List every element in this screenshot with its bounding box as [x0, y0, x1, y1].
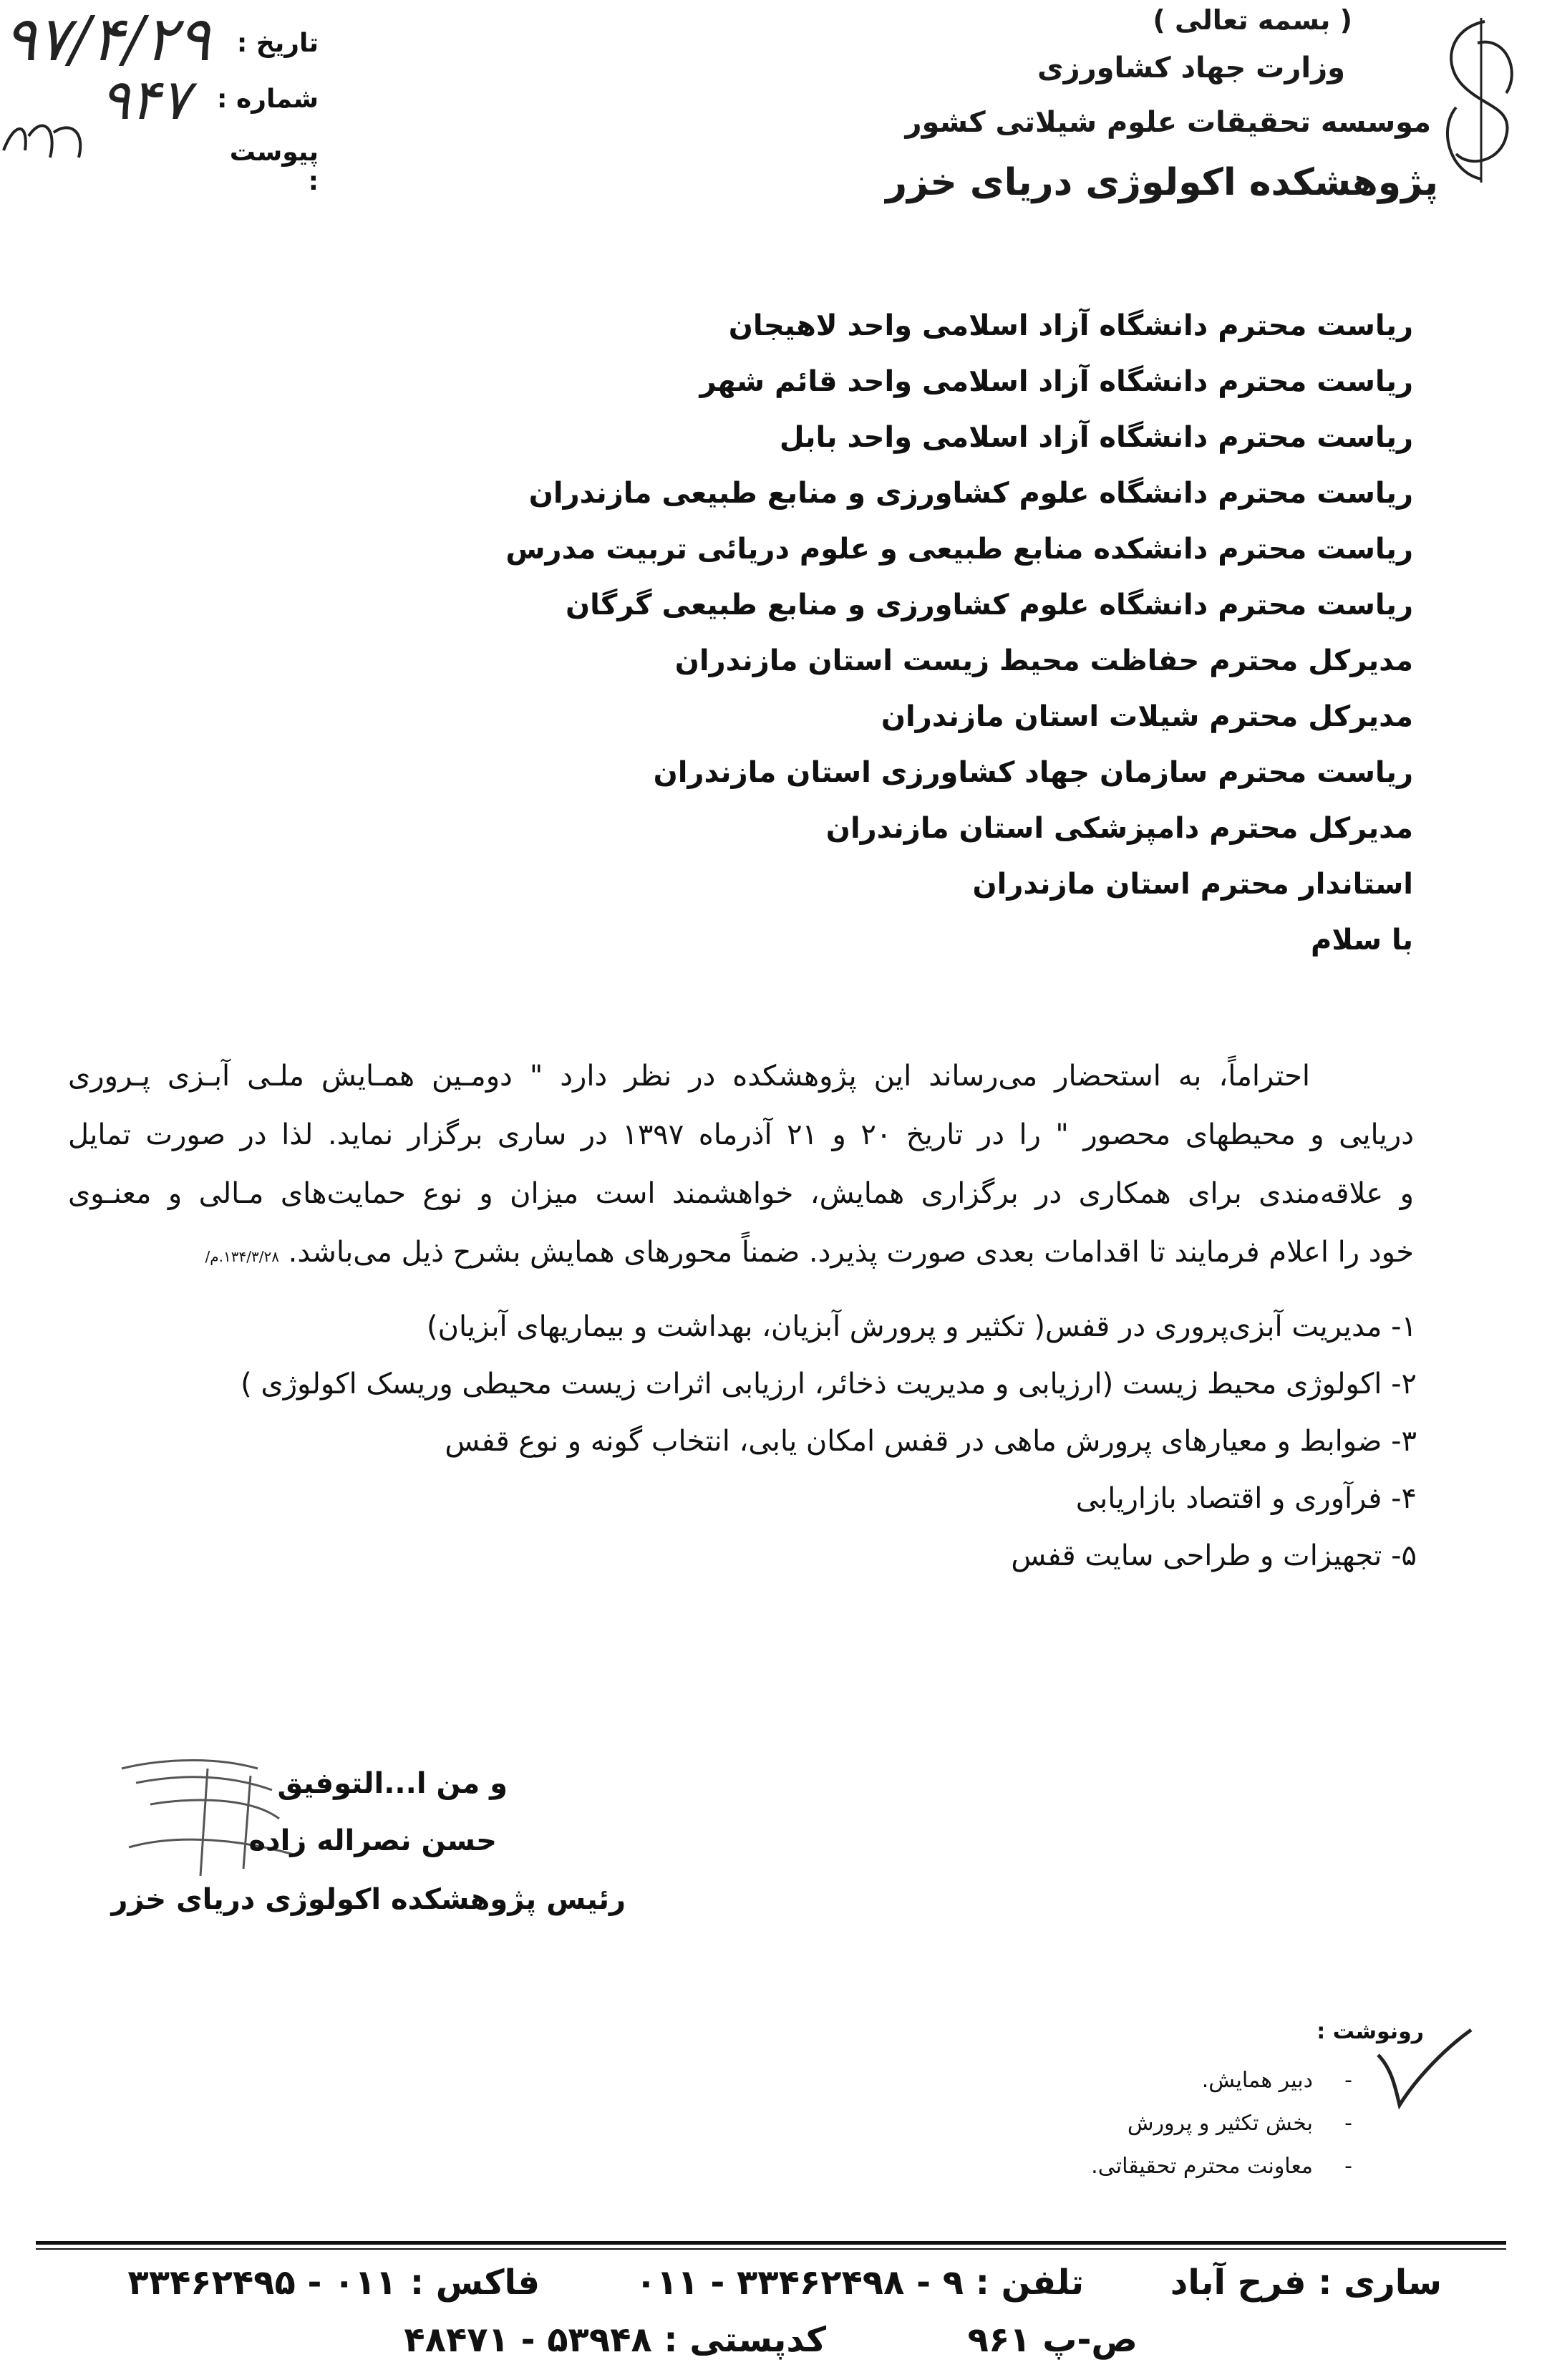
- recipient-10: مدیرکل محترم دامپزشکی استان مازندران: [825, 812, 1413, 845]
- header-bismillah: ( بسمه تعالی ): [1153, 4, 1352, 36]
- footer-phone: تلفن : ۹ - ۳۳۴۶۲۴۹۸ - ۰۱۱: [635, 2263, 1084, 2303]
- cc-dash-2: -: [1344, 2111, 1352, 2136]
- date-handwritten: ۹۷/۴/۲۹: [4, 4, 210, 75]
- signature-name: حسن نصراله زاده: [248, 1824, 497, 1857]
- number-label: شماره :: [217, 84, 319, 114]
- handwritten-mark-icon: [0, 107, 93, 172]
- topic-item-2: ۲- اکولوژی محیط زیست (ارزیابی و مدیریت ذخائر، ارزیابی اثرات زیست محیطی وریسک اکولوژی ): [241, 1368, 1417, 1401]
- topic-item-5: ۵- تجهیزات و طراحی سایت قفس: [1011, 1539, 1417, 1572]
- cc-dash-1: -: [1344, 2068, 1352, 2093]
- footer-divider: [36, 2241, 1506, 2245]
- attachment-label: پیوست :: [229, 137, 319, 196]
- checkmark-icon: [1374, 2026, 1475, 2112]
- number-handwritten: ۹۴۷: [100, 68, 190, 132]
- cc-item-1: دبیر همایش.: [1201, 2068, 1313, 2093]
- header-ministry: وزارت جهاد کشاورزی: [1037, 52, 1345, 84]
- footer-postal-code: کدپستی : ۵۳۹۴۸ - ۴۸۴۷۱: [404, 2320, 826, 2360]
- signature-closing: و من ا...التوفیق: [277, 1767, 508, 1800]
- body-line-4: [100, 1236, 1414, 1269]
- greeting: با سلام: [1311, 924, 1413, 957]
- cc-dash-3: -: [1344, 2154, 1352, 2179]
- recipient-8: مدیرکل محترم شیلات استان مازندران: [881, 700, 1413, 733]
- footer-divider-thin: [36, 2248, 1506, 2250]
- recipient-1: ریاست محترم دانشگاه آزاد اسلامی واحد لاهیجان: [728, 309, 1413, 342]
- cc-label: رونوشت :: [1316, 2019, 1424, 2044]
- signature-scribble-icon: [107, 1740, 322, 1883]
- body-line-2: دریایی و محیطهای محصور " را در تاریخ ۲۰ و ۲۱ آذرماه ۱۳۹۷ در ساری برگزار نماید. لذا در صورت تمایل: [68, 1118, 1415, 1151]
- cc-item-3: معاونت محترم تحقیقاتی.: [1091, 2154, 1313, 2179]
- recipient-5: ریاست محترم دانشکده منابع طبیعی و علوم دریائی تربیت مدرس: [505, 533, 1413, 566]
- topic-item-3: ۳- ضوابط و معیارهای پرورش ماهی در قفس امکان یابی، انتخاب گونه و نوع قفس: [445, 1425, 1417, 1458]
- recipient-3: ریاست محترم دانشگاه آزاد اسلامی واحد بابل: [779, 421, 1413, 454]
- footer-address: ساری : فرح آباد: [1170, 2263, 1442, 2303]
- topic-item-4: ۴- فرآوری و اقتصاد بازاریابی: [1075, 1482, 1417, 1515]
- recipient-11: استاندار محترم استان مازندران: [972, 868, 1413, 901]
- header-center: پژوهشکده اکولوژی دریای خزر: [886, 161, 1438, 204]
- recipient-9: ریاست محترم سازمان جهاد کشاورزی استان مازندران: [653, 756, 1413, 789]
- footer-fax-label: فاکس :: [409, 2263, 540, 2303]
- recipient-6: ریاست محترم دانشگاه علوم کشاورزی و منابع طبیعی گرگان: [565, 589, 1413, 621]
- date-label: تاریخ :: [236, 29, 319, 58]
- cc-item-2: بخش تکثیر و پرورش: [1127, 2111, 1313, 2136]
- body-reference: ۱۳۴/۳/۲۸.م/: [205, 1248, 279, 1265]
- recipient-2: ریاست محترم دانشگاه آزاد اسلامی واحد قائم شهر: [699, 365, 1413, 398]
- body-line-3: و علاقه‌مندی برای همکاری در برگزاری همایش، خواهشمند است میزان و نوع حمایت‌های مـالی و معنـوی: [68, 1177, 1414, 1210]
- footer-fax: ۰۱۱ - ۳۳۴۶۲۴۹۵: [127, 2263, 397, 2303]
- body-line-1: احتراماً، به استحضار می‌رساند این پژوهشکده در نظر دارد " دومـین همـایش ملـی آبـزی پـروری: [68, 1060, 1310, 1093]
- topic-item-1: ۱- مدیریت آبزی‌پروری در قفس( تکثیر و پرورش آبزیان، بهداشت و بیماریهای آبزیان): [426, 1310, 1417, 1343]
- signature-title: رئیس پژوهشکده اکولوژی دریای خزر: [111, 1883, 626, 1916]
- header-institute: موسسه تحقیقات علوم شیلاتی کشور: [905, 106, 1431, 139]
- institute-logo-icon: [1435, 14, 1528, 186]
- footer-po-box: ص-پ ۹۶۱: [967, 2320, 1138, 2360]
- recipient-4: ریاست محترم دانشگاه علوم کشاورزی و منابع طبیعی مازندران: [528, 477, 1413, 510]
- recipient-7: مدیرکل محترم حفاظت محیط زیست استان مازندران: [674, 644, 1413, 677]
- body-text: خود را اعلام فرمایند تا اقدامات بعدی صورت پذیرد. ضمناً محورهای همایش بشرح ذیل می‌باشد.: [288, 1236, 1414, 1269]
